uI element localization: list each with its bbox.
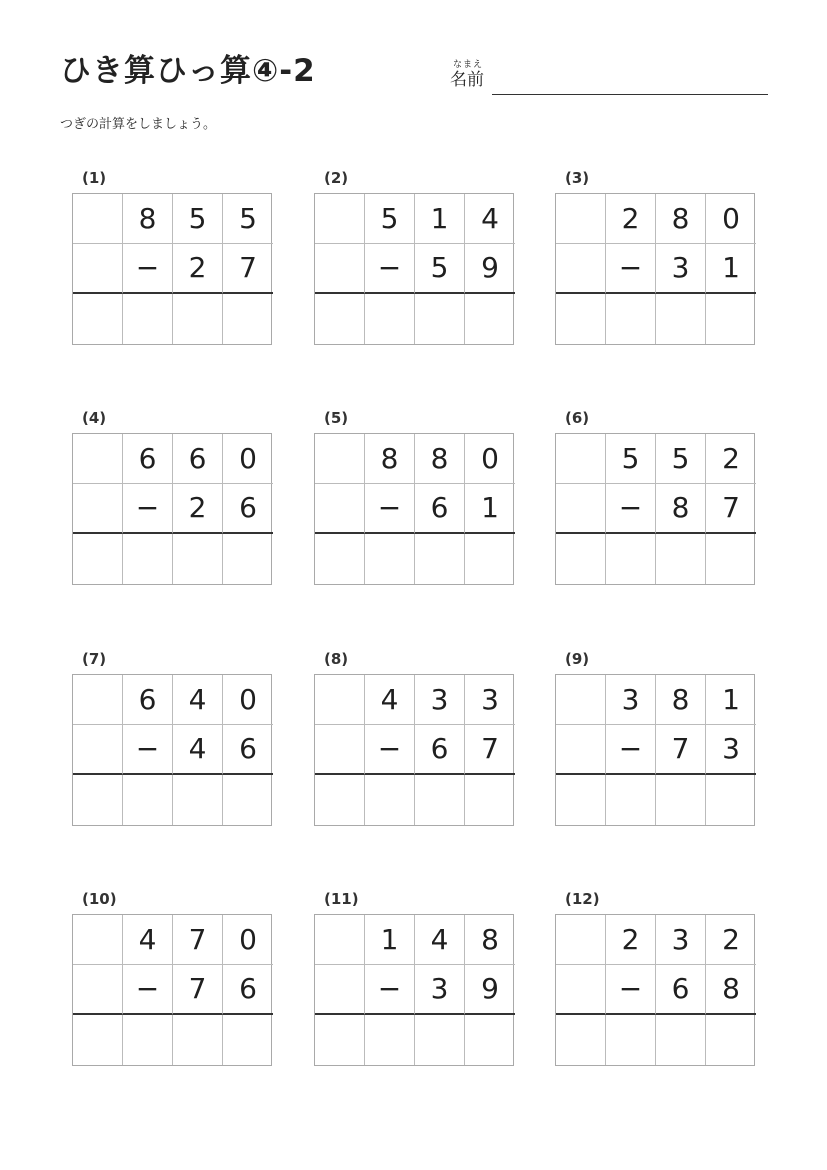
subtrahend-digit: 6: [223, 965, 273, 1015]
empty-cell: [315, 915, 365, 965]
subtrahend-digit: 3: [656, 244, 706, 294]
calculation-grid: [72, 674, 272, 826]
answer-cell[interactable]: [556, 534, 606, 584]
minuend-digit: 8: [465, 915, 515, 965]
minuend-digit: 2: [706, 915, 756, 965]
answer-cell[interactable]: [365, 1015, 415, 1065]
problem-number: (7): [82, 650, 107, 668]
minuend-digit: 6: [123, 675, 173, 725]
calculation-grid: [314, 674, 514, 826]
answer-cell[interactable]: [606, 294, 656, 344]
answer-cell[interactable]: [223, 294, 273, 344]
answer-cell[interactable]: [706, 775, 756, 825]
answer-cell[interactable]: [73, 1015, 123, 1065]
answer-cell[interactable]: [706, 534, 756, 584]
minuend-digit: 3: [656, 915, 706, 965]
empty-cell: [315, 675, 365, 725]
answer-cell[interactable]: [173, 1015, 223, 1065]
problem-number: (8): [324, 650, 349, 668]
subtrahend-digit: 3: [706, 725, 756, 775]
minuend-digit: 4: [415, 915, 465, 965]
answer-cell[interactable]: [123, 775, 173, 825]
problem-7: [72, 650, 277, 830]
empty-cell: [73, 965, 123, 1015]
empty-cell: [556, 675, 606, 725]
answer-cell[interactable]: [173, 294, 223, 344]
minuend-digit: 1: [415, 194, 465, 244]
answer-cell[interactable]: [556, 1015, 606, 1065]
minuend-digit: 4: [365, 675, 415, 725]
minuend-digit: 8: [415, 434, 465, 484]
minuend-digit: 0: [223, 915, 273, 965]
problem-6: [555, 409, 760, 589]
answer-cell[interactable]: [315, 775, 365, 825]
empty-cell: [556, 484, 606, 534]
name-field: [450, 60, 770, 100]
name-label: 名前: [450, 70, 484, 90]
empty-cell: [73, 244, 123, 294]
problem-1: [72, 169, 277, 349]
subtrahend-digit: 2: [173, 244, 223, 294]
minus-sign: −: [365, 244, 415, 294]
answer-cell[interactable]: [315, 294, 365, 344]
subtrahend-digit: 6: [223, 725, 273, 775]
minuend-digit: 0: [465, 434, 515, 484]
minuend-digit: 1: [365, 915, 415, 965]
subtrahend-digit: 9: [465, 244, 515, 294]
empty-cell: [556, 965, 606, 1015]
subtrahend-digit: 8: [706, 965, 756, 1015]
answer-cell[interactable]: [415, 534, 465, 584]
name-ruby: なまえ: [452, 60, 483, 70]
minus-sign: −: [365, 725, 415, 775]
minuend-digit: 8: [656, 194, 706, 244]
minuend-digit: 7: [173, 915, 223, 965]
problem-number: (10): [82, 890, 117, 908]
answer-cell[interactable]: [415, 294, 465, 344]
answer-cell[interactable]: [123, 294, 173, 344]
empty-cell: [73, 194, 123, 244]
subtrahend-digit: 1: [465, 484, 515, 534]
calculation-grid: [314, 914, 514, 1066]
answer-cell[interactable]: [223, 534, 273, 584]
minuend-digit: 2: [706, 434, 756, 484]
answer-cell[interactable]: [73, 294, 123, 344]
answer-cell[interactable]: [73, 775, 123, 825]
minuend-digit: 5: [656, 434, 706, 484]
minus-sign: −: [365, 965, 415, 1015]
worksheet-title: ひき算ひっ算④-2: [60, 53, 316, 89]
empty-cell: [315, 194, 365, 244]
answer-cell[interactable]: [173, 775, 223, 825]
minuend-digit: 3: [465, 675, 515, 725]
subtrahend-digit: 2: [173, 484, 223, 534]
minuend-digit: 6: [173, 434, 223, 484]
minus-sign: −: [123, 965, 173, 1015]
minuend-digit: 0: [223, 434, 273, 484]
calculation-grid: [314, 193, 514, 345]
problem-5: [314, 409, 519, 589]
minuend-digit: 2: [606, 915, 656, 965]
subtrahend-digit: 7: [706, 484, 756, 534]
empty-cell: [315, 484, 365, 534]
answer-cell[interactable]: [223, 775, 273, 825]
problem-9: [555, 650, 760, 830]
answer-cell[interactable]: [465, 294, 515, 344]
problem-number: (1): [82, 169, 107, 187]
problem-number: (9): [565, 650, 590, 668]
problem-number: (6): [565, 409, 590, 427]
subtrahend-digit: 7: [173, 965, 223, 1015]
minus-sign: −: [123, 244, 173, 294]
minuend-digit: 8: [656, 675, 706, 725]
minus-sign: −: [365, 484, 415, 534]
minuend-digit: 8: [365, 434, 415, 484]
answer-cell[interactable]: [365, 534, 415, 584]
answer-cell[interactable]: [315, 1015, 365, 1065]
empty-cell: [315, 965, 365, 1015]
subtrahend-digit: 7: [465, 725, 515, 775]
minus-sign: −: [606, 244, 656, 294]
problem-number: (5): [324, 409, 349, 427]
answer-cell[interactable]: [415, 1015, 465, 1065]
empty-cell: [73, 484, 123, 534]
answer-cell[interactable]: [606, 1015, 656, 1065]
subtrahend-digit: 6: [415, 725, 465, 775]
answer-cell[interactable]: [123, 534, 173, 584]
empty-cell: [556, 915, 606, 965]
subtrahend-digit: 6: [656, 965, 706, 1015]
answer-cell[interactable]: [465, 775, 515, 825]
problem-number: (2): [324, 169, 349, 187]
answer-cell[interactable]: [223, 1015, 273, 1065]
answer-cell[interactable]: [656, 534, 706, 584]
minus-sign: −: [123, 484, 173, 534]
empty-cell: [73, 915, 123, 965]
answer-cell[interactable]: [606, 775, 656, 825]
problem-11: [314, 890, 519, 1070]
empty-cell: [556, 244, 606, 294]
minuend-digit: 4: [465, 194, 515, 244]
subtrahend-digit: 6: [223, 484, 273, 534]
answer-cell[interactable]: [656, 294, 706, 344]
subtrahend-digit: 1: [706, 244, 756, 294]
minuend-digit: 5: [365, 194, 415, 244]
minuend-digit: 1: [706, 675, 756, 725]
problem-4: [72, 409, 277, 589]
minus-sign: −: [606, 484, 656, 534]
subtrahend-digit: 7: [656, 725, 706, 775]
problem-3: [555, 169, 760, 349]
problem-number: (12): [565, 890, 600, 908]
minuend-digit: 0: [706, 194, 756, 244]
problem-2: [314, 169, 519, 349]
minuend-digit: 3: [606, 675, 656, 725]
calculation-grid: [72, 433, 272, 585]
minuend-digit: 3: [415, 675, 465, 725]
answer-cell[interactable]: [123, 1015, 173, 1065]
problem-number: (4): [82, 409, 107, 427]
answer-cell[interactable]: [365, 294, 415, 344]
calculation-grid: [72, 193, 272, 345]
minuend-digit: 2: [606, 194, 656, 244]
answer-cell[interactable]: [465, 1015, 515, 1065]
subtrahend-digit: 8: [656, 484, 706, 534]
minuend-digit: 5: [223, 194, 273, 244]
answer-cell[interactable]: [556, 775, 606, 825]
minus-sign: −: [606, 965, 656, 1015]
answer-cell[interactable]: [556, 294, 606, 344]
minuend-digit: 4: [123, 915, 173, 965]
subtrahend-digit: 9: [465, 965, 515, 1015]
subtrahend-digit: 7: [223, 244, 273, 294]
answer-cell[interactable]: [315, 534, 365, 584]
empty-cell: [73, 434, 123, 484]
answer-cell[interactable]: [415, 775, 465, 825]
subtrahend-digit: 5: [415, 244, 465, 294]
problem-8: [314, 650, 519, 830]
subtrahend-digit: 6: [415, 484, 465, 534]
answer-cell[interactable]: [173, 534, 223, 584]
minuend-digit: 0: [223, 675, 273, 725]
empty-cell: [315, 434, 365, 484]
answer-cell[interactable]: [656, 775, 706, 825]
calculation-grid: [314, 433, 514, 585]
minuend-digit: 8: [123, 194, 173, 244]
problem-number: (11): [324, 890, 359, 908]
minuend-digit: 6: [123, 434, 173, 484]
empty-cell: [315, 725, 365, 775]
answer-cell[interactable]: [465, 534, 515, 584]
subtrahend-digit: 4: [173, 725, 223, 775]
empty-cell: [556, 725, 606, 775]
minuend-digit: 4: [173, 675, 223, 725]
instruction-text: つぎの計算をしましょう。: [60, 117, 217, 132]
calculation-grid: [555, 193, 755, 345]
problem-10: [72, 890, 277, 1070]
problem-number: (3): [565, 169, 590, 187]
answer-cell[interactable]: [365, 775, 415, 825]
minus-sign: −: [606, 725, 656, 775]
empty-cell: [315, 244, 365, 294]
subtrahend-digit: 3: [415, 965, 465, 1015]
problem-12: [555, 890, 760, 1070]
answer-cell[interactable]: [706, 1015, 756, 1065]
empty-cell: [73, 675, 123, 725]
calculation-grid: [555, 914, 755, 1066]
calculation-grid: [555, 433, 755, 585]
empty-cell: [556, 434, 606, 484]
empty-cell: [73, 725, 123, 775]
calculation-grid: [72, 914, 272, 1066]
answer-cell[interactable]: [656, 1015, 706, 1065]
minuend-digit: 5: [173, 194, 223, 244]
answer-cell[interactable]: [706, 294, 756, 344]
minus-sign: −: [123, 725, 173, 775]
calculation-grid: [555, 674, 755, 826]
name-writing-line: [492, 94, 768, 95]
minuend-digit: 5: [606, 434, 656, 484]
answer-cell[interactable]: [606, 534, 656, 584]
answer-cell[interactable]: [73, 534, 123, 584]
empty-cell: [556, 194, 606, 244]
